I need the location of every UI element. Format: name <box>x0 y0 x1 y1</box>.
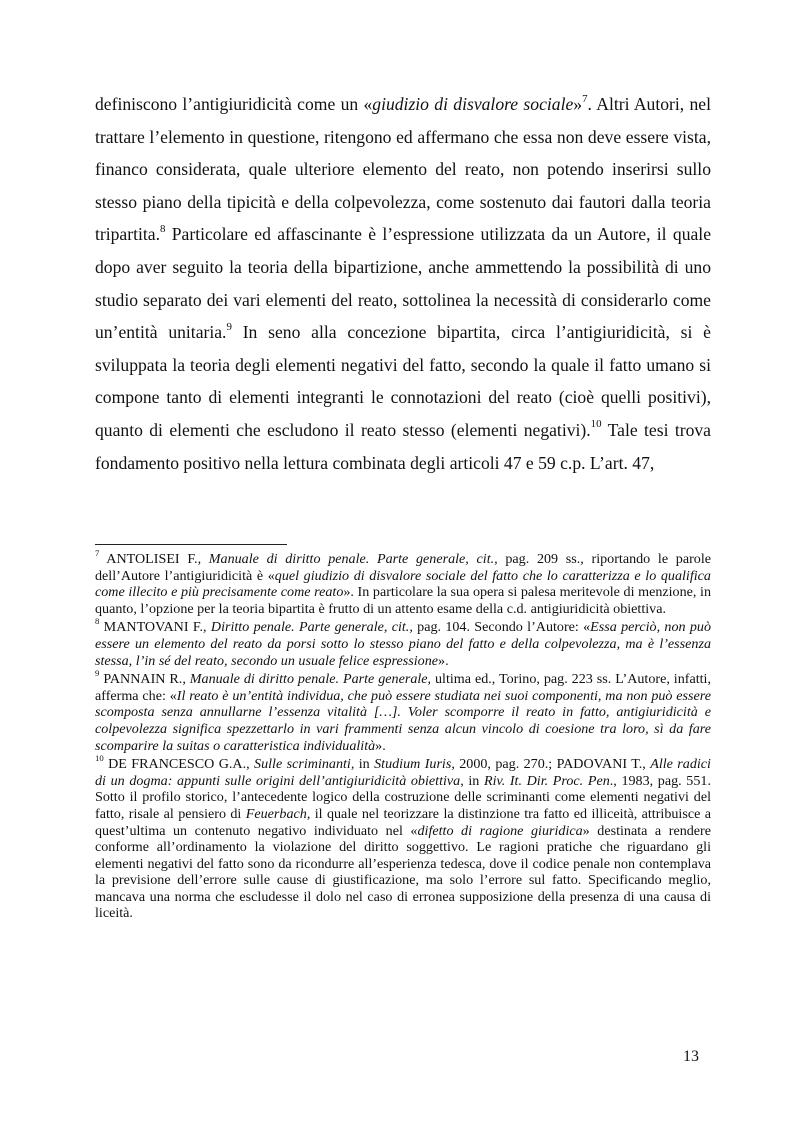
text-run: ultima ed., Torino, pag. 223 ss. L’Autore, infatti, afferma che: « <box>95 671 711 704</box>
text-run: , 2000, pag. 270.; PADOVANI T., <box>451 756 651 773</box>
text-run: ». <box>375 737 386 754</box>
footnote-number: 7 <box>95 548 100 559</box>
text-run: , il quale nel teorizzare la distinzione tra fatto ed illiceità, attribuisce a quest’ultima un contenuto negativo individuato nel « <box>95 805 711 839</box>
footnote-number: 10 <box>95 753 104 764</box>
text-run: MANTOVANI F., <box>99 619 211 636</box>
text-run: definiscono l’antigiuridicità come un « <box>95 94 373 114</box>
italic-run: , <box>197 551 209 567</box>
text-run: ., 1983, pag. 551. Sotto il profilo storico, l’antecedente logico della costruzione delle scriminanti come elementi negativi del fatto, risale al pensiero di <box>95 772 711 822</box>
italic-run: Studium Iuris <box>374 756 452 773</box>
text-run: » <box>573 94 583 114</box>
text-run: In seno alla concezione bipartita, circa l’antigiuridicità, si è sviluppata la teoria degli elementi negativi del fatto, secondo la quale il fatto umano si compone tanto di elementi integranti le connotazioni del reato (cioè quelli positivi), quanto di elementi che escludono il reato stesso (elementi negativi). <box>95 322 711 440</box>
italic-run: Manuale di diritto penale. Parte generale, cit., <box>208 551 498 567</box>
italic-run: Essa perciò, non può essere un elemento del reato da porsi sotto lo stesso piano del fatto e della colpevolezza, ma è l’essenza stessa, l’in sé del reato, secondo un usuale felice espressione <box>95 619 711 669</box>
italic-run: quel giudizio di disvalore sociale del fatto che lo caratterizza e lo qualifica come illecito e più precisamente come reato <box>95 567 711 601</box>
page-number: 13 <box>683 1048 699 1065</box>
footnote-ref-10[interactable]: 10 <box>590 418 602 431</box>
italic-run: Riv. It. Dir. Proc. Pen <box>483 772 610 789</box>
italic-run: Feuerbach <box>245 805 307 822</box>
italic-run: giudizio di disvalore sociale <box>372 94 574 114</box>
italic-run: Il reato è un’entità individua, che può essere studiata nei suoi componenti, ma non può essere scomposta senza annullarne l’essenza vitalità […]. Voler scomporre il reato in fatto, antigiuridicità e colpevolezza significa spezzettarlo in vari frammenti senza alcun vincolo di coesione tra loro, sì da fare scomparire la suitas o caratteristica individualità <box>95 687 711 754</box>
italic-run: Alle radici di un dogma: appunti sulle origini dell’antigiuridicità obiettiva <box>95 756 711 789</box>
text-run: DE FRANCESCO G.A., <box>103 756 255 773</box>
footnote-ref-7[interactable]: 7 <box>582 92 588 105</box>
italic-run: cit., <box>391 619 413 636</box>
text-run: » destinata a rendere conforme all’ordinamento la violazione del diritto soggettivo. Le ragioni pratiche che riguardano gli elementi negativi del fatto sono da ricondurre all’esperienza tedesca, dove il codice penale non contemplava la previsione dell’errore sulle cause di giustificazione, ma solo l’errore sul fatto. Specificando meglio, mancava una norma che escludesse il dolo nel caso di erronea supposizione della presenza di una causa di liceità. <box>95 822 711 922</box>
text-run: ». <box>438 652 449 669</box>
text-run: in <box>354 756 375 773</box>
footnote-7 <box>95 548 712 617</box>
text-run: , in <box>460 772 484 789</box>
italic-run: difetto di ragione giuridica <box>417 822 583 839</box>
footnote-separator <box>95 544 287 545</box>
footnote-ref-9[interactable]: 9 <box>226 320 232 333</box>
text-run: ». In particolare la sua opera si palesa meritevole di menzione, in quanto, l’opzione per la teoria bipartita è frutto di un attento esame della c.d. antigiuridicità obiettiva. <box>95 584 712 617</box>
footnote-10 <box>95 753 711 922</box>
footnote-8 <box>95 616 711 669</box>
text-run: . Altri Autori, nel trattare l’elemento in questione, ritengono ed affermano che essa non deve essere vista, financo considerata, quale ulteriore elemento del reato, non potendo inserirsi sullo stesso piano della tipicità e della colpevolezza, come sostenuto dai fautori dalla teoria tripartita. <box>95 94 711 245</box>
text-run: pag. 104. Secondo l’Autore: « <box>412 619 591 636</box>
footnote-number: 8 <box>95 616 100 627</box>
text-run: PANNAIN R., <box>99 671 190 688</box>
text-run: Tale tesi trova fondamento positivo nella lettura combinata degli articoli 47 e 59 c.p. L’art. 47, <box>95 419 711 473</box>
italic-run: Sulle scriminanti, <box>254 756 355 773</box>
text-run: pag. 209 ss., riportando le parole dell’Autore l’antigiuridicità è « <box>95 551 711 584</box>
footnote-number: 9 <box>95 668 100 679</box>
footnote-9 <box>95 668 711 754</box>
text-run: ANTOLISEI F. <box>99 551 198 567</box>
body-paragraph <box>95 88 711 479</box>
text-run: Particolare ed affascinante è l’espressione utilizzata da un Autore, il quale dopo aver seguito la teoria della bipartizione, anche ammettendo la possibilità di uno studio separato dei vari elementi del reato, sottolinea la necessità di considerarlo come un’entità unitaria. <box>95 224 711 343</box>
italic-run: Diritto penale. Parte generale <box>210 619 384 636</box>
italic-run: Manuale di diritto penale. Parte generale, <box>189 671 432 688</box>
footnotes <box>95 548 712 924</box>
footnote-ref-8[interactable]: 8 <box>159 222 166 235</box>
text-run: , <box>383 619 392 636</box>
